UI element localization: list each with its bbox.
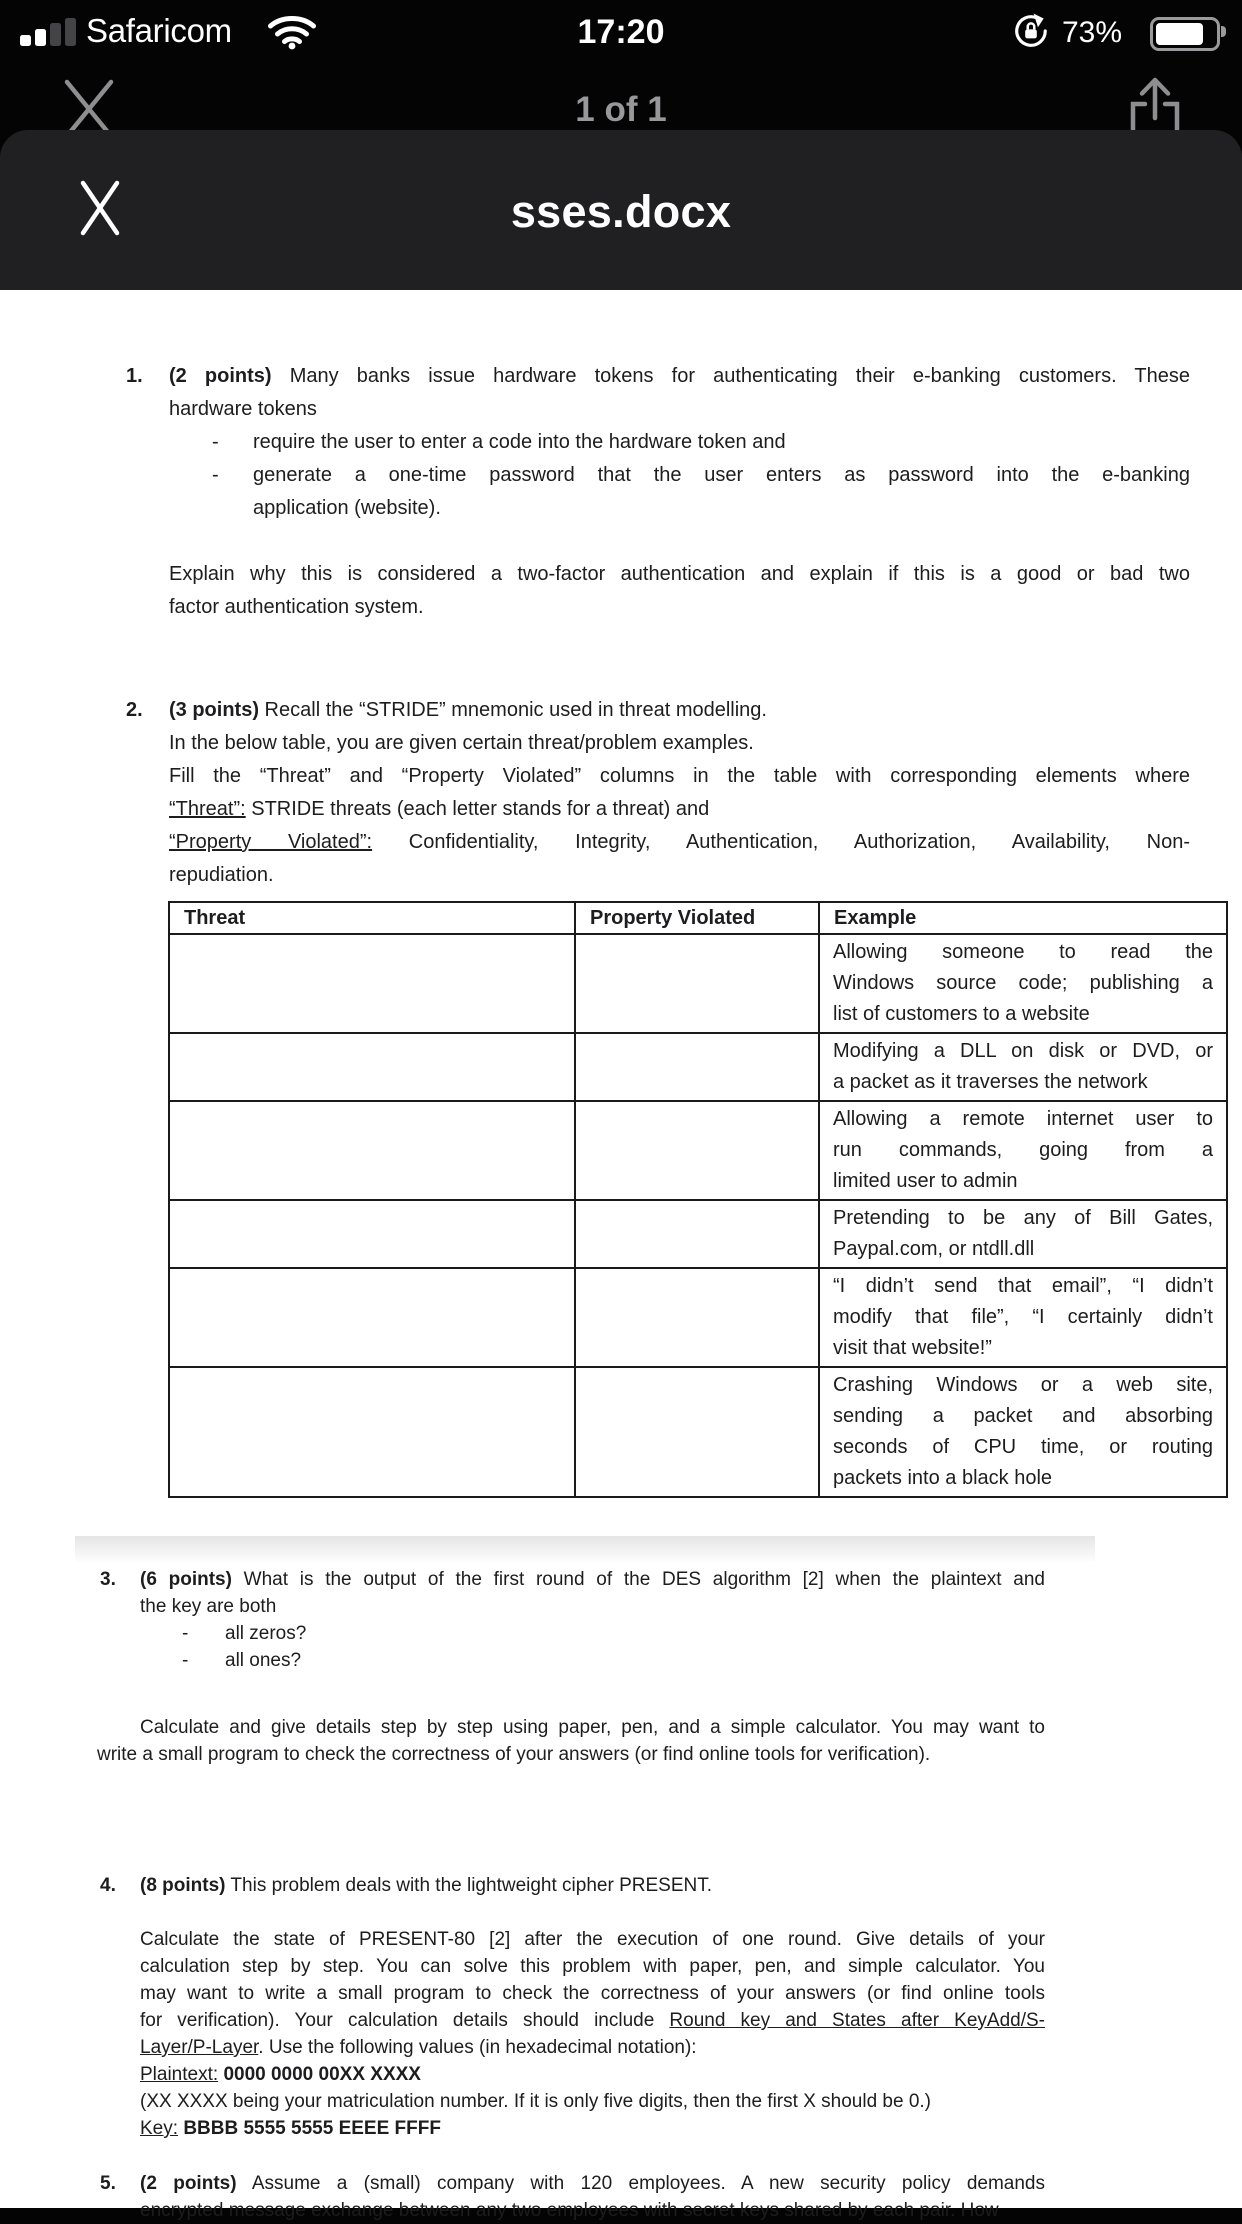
threat-cell-empty bbox=[169, 1033, 575, 1101]
q1-text bbox=[169, 360, 1190, 624]
text-line: Crashing Windows or a web site, bbox=[833, 1374, 1213, 1396]
text-line bbox=[169, 525, 1190, 558]
text-line: may want to write a small program to check the correctness of your answers (or find online tools bbox=[140, 1983, 1045, 2004]
text-line: Modifying a DLL on disk or DVD, or bbox=[833, 1040, 1213, 1062]
text-line: calculation step by step. You can solve this problem with paper, pen, and simple calculator. You bbox=[140, 1956, 1045, 1977]
property-cell-empty bbox=[575, 1033, 819, 1101]
status-bar bbox=[0, 0, 1242, 60]
sheet-header bbox=[0, 130, 1242, 290]
text-line: packets into a black hole bbox=[833, 1467, 1053, 1489]
text-line: (6 points) What is the output of the first round of the DES algorithm [2] when the plaintext and bbox=[140, 1569, 1045, 1590]
text-line: Fill the “Threat” and “Property Violated” columns in the table with corresponding elements where bbox=[169, 765, 1190, 787]
text-line: Layer/P-Layer. Use the following values (in hexadecimal notation): bbox=[140, 2037, 697, 2058]
clock: 17:20 bbox=[577, 13, 665, 51]
q2-number: 2. bbox=[126, 699, 143, 721]
text-line: Key: BBBB 5555 5555 EEEE FFFF bbox=[140, 2118, 441, 2139]
orientation-lock-icon bbox=[1012, 12, 1050, 50]
q4-text bbox=[140, 1872, 1045, 2142]
q4-number: 4. bbox=[100, 1875, 116, 1896]
text-line: sending a packet and absorbing bbox=[833, 1405, 1213, 1427]
text-line: - all zeros? bbox=[97, 1620, 1045, 1647]
text-line: seconds of CPU time, or routing bbox=[833, 1436, 1213, 1458]
text-line: (XX XXXX being your matriculation number. If it is only five digits, then the first X should be 0.) bbox=[140, 2091, 931, 2112]
bullet-dash: - bbox=[212, 431, 219, 453]
text-line: (2 points) Assume a (small) company with 120 employees. A new security policy demands bbox=[140, 2173, 1045, 2194]
text-line: - generate a one-time password that the user enters as password into the e-banking bbox=[169, 459, 1190, 492]
example-cell bbox=[819, 934, 1227, 1033]
text-line: Allowing a remote internet user to bbox=[833, 1108, 1213, 1130]
text-line: (8 points) This problem deals with the lightweight cipher PRESENT. bbox=[140, 1875, 712, 1896]
text-line: Calculate and give details step by step using paper, pen, and a simple calculator. You may want to bbox=[140, 1717, 1045, 1738]
bullet-dash: - bbox=[182, 1623, 189, 1644]
document-page[interactable] bbox=[0, 290, 1242, 2221]
threat-cell-empty bbox=[169, 1101, 575, 1200]
threat-cell-empty bbox=[169, 1200, 575, 1268]
text-line: Calculate the state of PRESENT-80 [2] after the execution of one round. Give details of your bbox=[140, 1929, 1045, 1950]
property-cell-empty bbox=[575, 1101, 819, 1200]
property-cell-empty bbox=[575, 1200, 819, 1268]
text-line: limited user to admin bbox=[833, 1170, 1018, 1192]
text-line: (2 points) Many banks issue hardware tokens for authenticating their e-banking customers. These bbox=[169, 365, 1190, 387]
text-line: visit that website!” bbox=[833, 1337, 992, 1359]
text-line bbox=[97, 1687, 1045, 1714]
page-break-shadow bbox=[75, 1536, 1095, 1562]
stride-table bbox=[168, 901, 1228, 1498]
q1-number: 1. bbox=[126, 365, 143, 387]
bullet-dash: - bbox=[182, 1650, 189, 1671]
table-row bbox=[169, 1200, 1227, 1268]
text-line: factor authentication system. bbox=[169, 596, 424, 618]
battery-icon bbox=[1150, 17, 1220, 51]
text-line: a packet as it traverses the network bbox=[833, 1071, 1148, 1093]
text-line: (3 points) Recall the “STRIDE” mnemonic used in threat modelling. bbox=[169, 699, 767, 721]
text-line: application (website). bbox=[253, 497, 441, 519]
table-row bbox=[169, 1367, 1227, 1497]
property-cell-empty bbox=[575, 934, 819, 1033]
table-row bbox=[169, 1033, 1227, 1101]
text-line: encrypted message exchange between any two employees with secret keys shared by each pair. How bbox=[140, 2200, 999, 2221]
document-preview-sheet bbox=[0, 130, 1242, 2221]
text-line: the key are both bbox=[140, 1596, 277, 1617]
text-line bbox=[140, 1899, 1045, 1926]
text-line: list of customers to a website bbox=[833, 1003, 1090, 1025]
text-line: run commands, going from a bbox=[833, 1139, 1213, 1161]
table-row bbox=[169, 1101, 1227, 1200]
document-title: sses.docx bbox=[510, 186, 732, 237]
text-line: “Property Violated”: Confidentiality, Integrity, Authentication, Authorization, Availability, Non- bbox=[169, 831, 1191, 853]
example-cell bbox=[819, 1033, 1227, 1101]
property-cell-empty bbox=[575, 1268, 819, 1367]
example-cell bbox=[819, 1101, 1227, 1200]
text-line: In the below table, you are given certain threat/problem examples. bbox=[169, 732, 754, 754]
text-line: - all ones? bbox=[97, 1647, 1045, 1674]
example-cell bbox=[819, 1200, 1227, 1268]
table-header: Property Violated bbox=[575, 902, 819, 934]
text-line: - require the user to enter a code into the hardware token and bbox=[169, 426, 1190, 459]
table-row bbox=[169, 934, 1227, 1033]
text-line: “Threat”: STRIDE threats (each letter stands for a threat) and bbox=[169, 798, 710, 820]
carrier-label: Safaricom bbox=[86, 12, 232, 49]
threat-cell-empty bbox=[169, 1268, 575, 1367]
text-line: Pretending to be any of Bill Gates, bbox=[833, 1207, 1213, 1229]
example-cell bbox=[819, 1268, 1227, 1367]
text-line: write a small program to check the correctness of your answers (or find online tools for verification). bbox=[97, 1744, 931, 1765]
threat-cell-empty bbox=[169, 934, 575, 1033]
q5-text bbox=[140, 2170, 1045, 2224]
text-line: Explain why this is considered a two-factor authentication and explain if this is a good or bad two bbox=[169, 563, 1190, 585]
example-cell bbox=[819, 1367, 1227, 1497]
table-header: Threat bbox=[169, 902, 575, 934]
page-indicator: 1 of 1 bbox=[575, 90, 667, 129]
q2-text bbox=[169, 694, 1190, 892]
q3-text bbox=[97, 1566, 1045, 1768]
text-line: “I didn’t send that email”, “I didn’t bbox=[833, 1275, 1213, 1297]
text-line: repudiation. bbox=[169, 864, 274, 886]
text-line: Paypal.com, or ntdll.dll bbox=[833, 1238, 1035, 1260]
text-line: for verification). Your calculation details should include Round key and States after KeyAdd/S- bbox=[140, 2010, 1045, 2031]
table-header: Example bbox=[819, 902, 1227, 934]
table-row bbox=[169, 1268, 1227, 1367]
text-line: hardware tokens bbox=[169, 398, 317, 420]
property-cell-empty bbox=[575, 1367, 819, 1497]
text-line: Plaintext: 0000 0000 00XX XXXX bbox=[140, 2064, 421, 2085]
bullet-dash: - bbox=[212, 464, 219, 486]
threat-cell-empty bbox=[169, 1367, 575, 1497]
text-line: Windows source code; publishing a bbox=[833, 972, 1213, 994]
battery-percent-label: 73% bbox=[1062, 16, 1123, 49]
q3-number: 3. bbox=[100, 1569, 116, 1590]
q5-number: 5. bbox=[100, 2173, 116, 2194]
text-line: modify that file”, “I certainly didn’t bbox=[833, 1306, 1213, 1328]
text-line: Allowing someone to read the bbox=[833, 941, 1213, 963]
